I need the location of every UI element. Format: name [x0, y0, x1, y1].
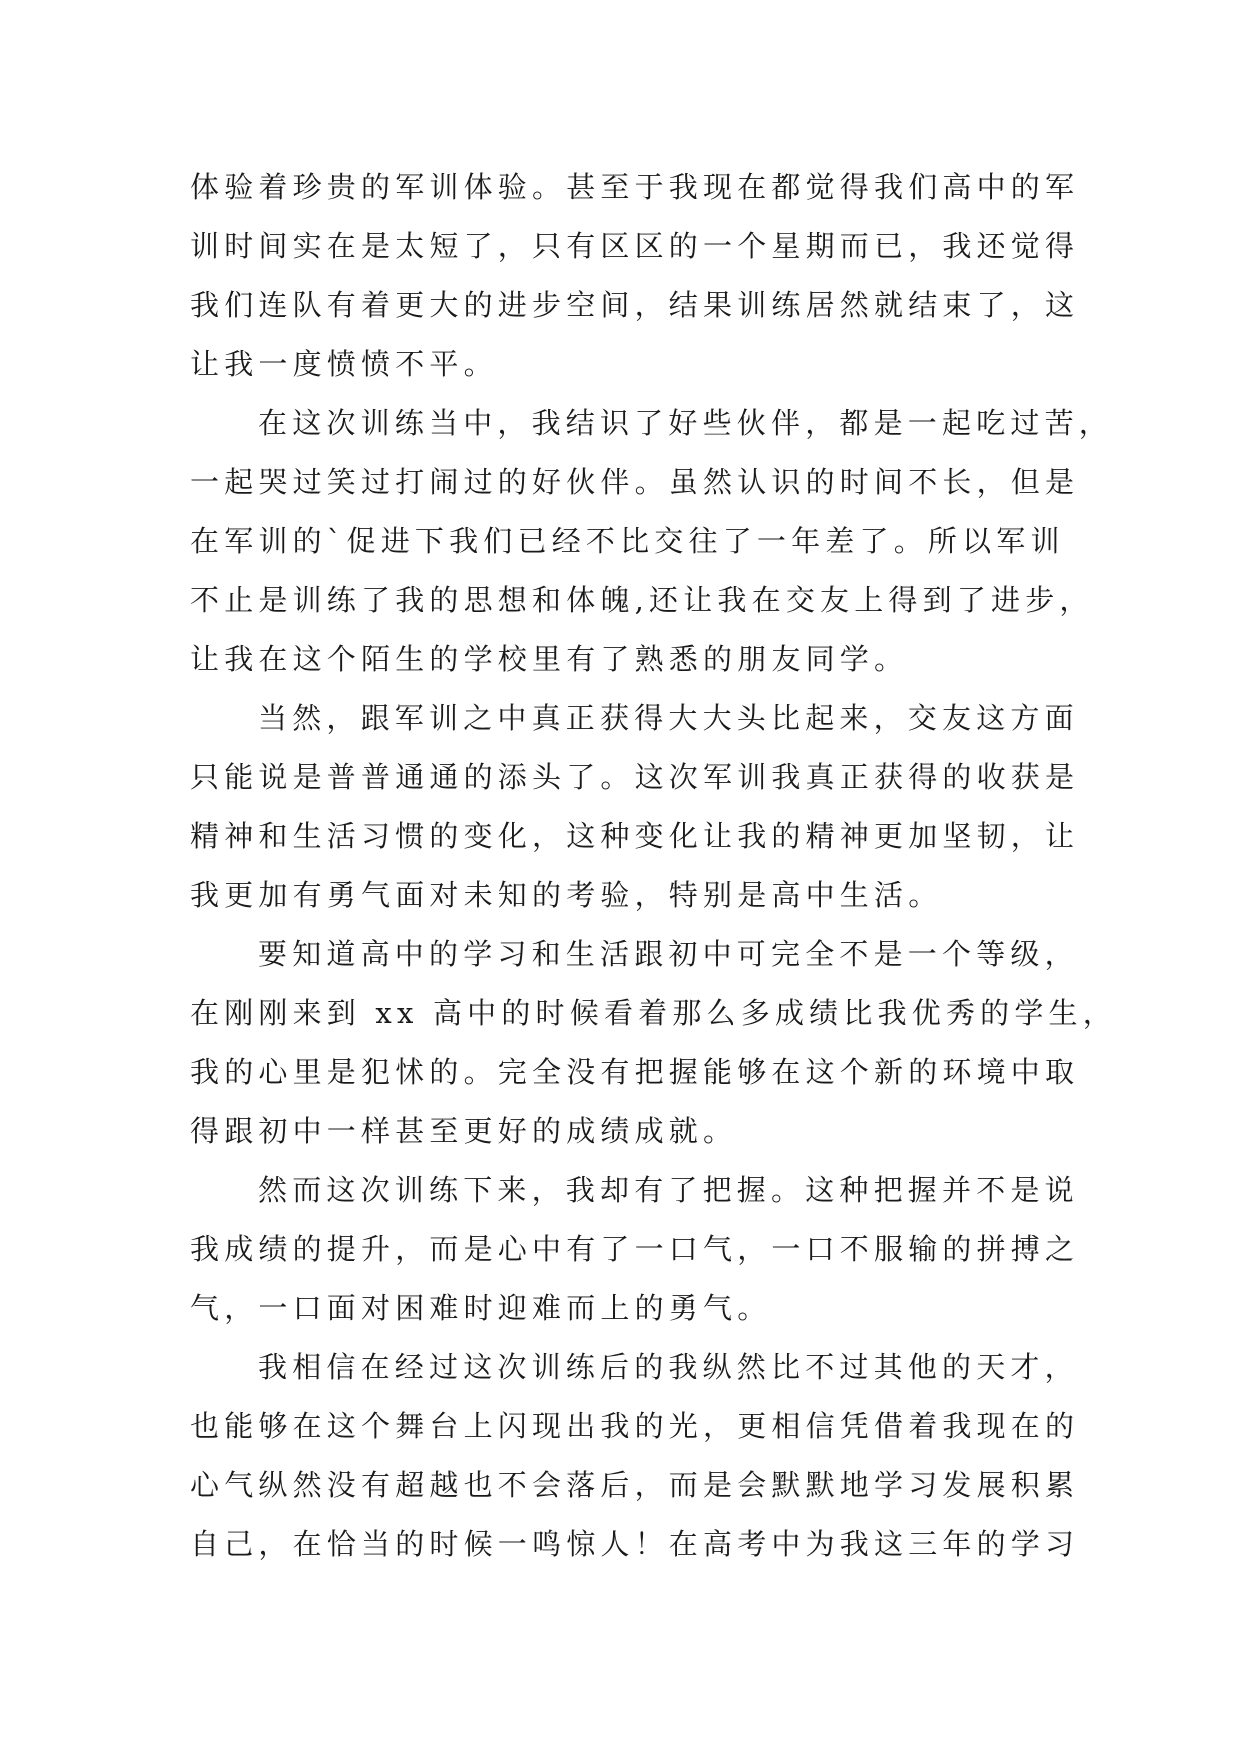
text-line: 我相信在经过这次训练后的我纵然比不过其他的天才，: [258, 1350, 1079, 1384]
text-line: 让我一度愤愤不平。: [190, 347, 498, 381]
text-line: 我成绩的提升，而是心中有了一口气，一口不服输的拼搏之: [190, 1232, 1080, 1266]
text-line: 得跟初中一样甚至更好的成绩成就。: [190, 1114, 738, 1148]
text-line: 训时间实在是太短了，只有区区的一个星期而已，我还觉得: [190, 229, 1080, 263]
text-line: 当然，跟军训之中真正获得大大头比起来，交友这方面: [258, 701, 1079, 735]
text-line: 气，一口面对困难时迎难而上的勇气。: [190, 1291, 772, 1325]
paragraph-5: [190, 1161, 1080, 1338]
text-line: 让我在这个陌生的学校里有了熟悉的朋友同学。: [190, 642, 909, 676]
text-line: 在刚刚来到 xx 高中的时候看着那么多成绩比我优秀的学生，: [190, 996, 1117, 1030]
paragraph-3: [190, 689, 1080, 925]
text-line: 体验着珍贵的军训体验。甚至于我现在都觉得我们高中的军: [190, 170, 1080, 204]
paragraph-2: [190, 394, 1114, 689]
text-line: 我更加有勇气面对未知的考验，特别是高中生活。: [190, 878, 943, 912]
text-line: 然而这次训练下来，我却有了把握。这种把握并不是说: [258, 1173, 1079, 1207]
paragraph-4: [190, 925, 1117, 1161]
text-line: 在这次训练当中，我结识了好些伙伴，都是一起吃过苦，: [258, 406, 1114, 440]
text-line: 自己，在恰当的时候一鸣惊人！在高考中为我这三年的学习: [190, 1527, 1080, 1561]
text-line: 要知道高中的学习和生活跟初中可完全不是一个等级，: [258, 937, 1079, 971]
text-line: 只能说是普普通通的添头了。这次军训我真正获得的收获是: [190, 760, 1080, 794]
document-body: [190, 158, 1117, 1574]
paragraph-1: [190, 158, 1080, 394]
text-line: 我的心里是犯怵的。完全没有把握能够在这个新的环境中取: [190, 1055, 1080, 1089]
text-line: 精神和生活习惯的变化，这种变化让我的精神更加坚韧，让: [190, 819, 1080, 853]
text-line: 心气纵然没有超越也不会落后，而是会默默地学习发展积累: [190, 1468, 1080, 1502]
paragraph-6: [190, 1338, 1080, 1574]
text-line: 不止是训练了我的思想和体魄,还让我在交友上得到了进步，: [190, 583, 1094, 617]
text-line: 在军训的`促进下我们已经不比交往了一年差了。所以军训: [190, 524, 1065, 558]
text-line: 一起哭过笑过打闹过的好伙伴。虽然认识的时间不长，但是: [190, 465, 1080, 499]
text-line: 也能够在这个舞台上闪现出我的光，更相信凭借着我现在的: [190, 1409, 1080, 1443]
text-line: 我们连队有着更大的进步空间，结果训练居然就结束了，这: [190, 288, 1080, 322]
